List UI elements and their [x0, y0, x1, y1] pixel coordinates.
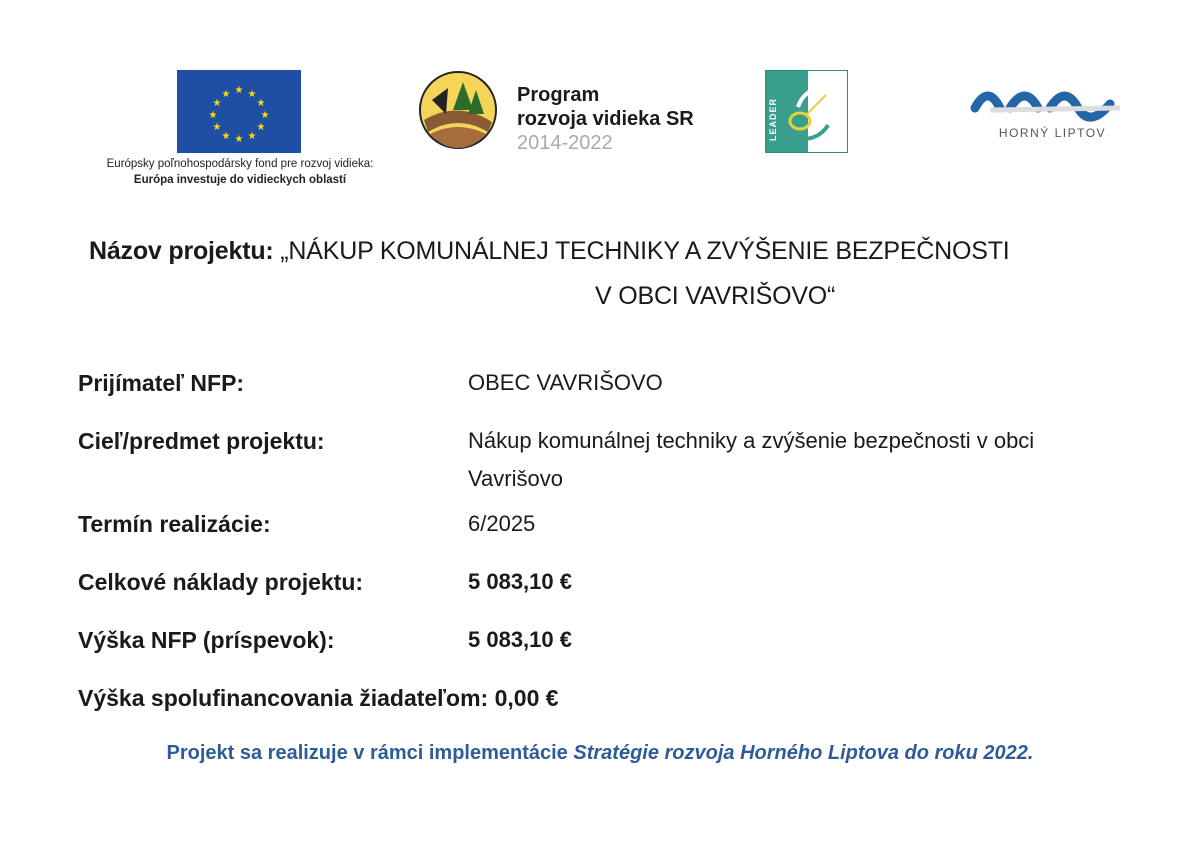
project-title-label: Názov projektu:	[89, 237, 274, 265]
svg-text:★: ★	[256, 98, 266, 109]
term-value: 6/2025	[468, 511, 536, 536]
svg-text:★: ★	[208, 110, 218, 121]
goal-label: Cieľ/predmet projektu:	[78, 428, 325, 454]
leader-text: LEADER	[768, 97, 778, 141]
eu-stars-icon	[177, 70, 301, 153]
svg-text:★: ★	[247, 131, 257, 142]
svg-text:★: ★	[234, 85, 244, 96]
total-cost-label: Celkové náklady projektu:	[78, 569, 364, 595]
recipient-value: OBEC VAVRIŠOVO	[468, 370, 663, 395]
svg-text:★: ★	[212, 98, 222, 109]
goal-value-cont: Vavrišovo	[468, 466, 563, 491]
prv-title-1: Program	[517, 84, 600, 106]
term-label: Termín realizácie:	[78, 511, 271, 537]
project-title-line2: V OBCI VAVRIŠOVO“	[595, 282, 836, 310]
eu-caption: Európsky poľnohospodársky fond pre rozvoj vidieka:	[106, 158, 374, 170]
goal-value: Nákup komunálnej techniky a zvýšenie bezpečnosti v obci	[468, 428, 1035, 453]
cofinancing-label: Výška spolufinancovania žiadateľom: 0,00 €	[78, 685, 559, 711]
leader-flower-icon	[778, 77, 844, 147]
nfp-value: 5 083,10 €	[468, 627, 572, 652]
eu-flag-logo	[177, 70, 301, 153]
prv-years: 2014-2022	[517, 132, 613, 154]
footer-text: Projekt sa realizuje v rámci implementácie	[166, 742, 574, 764]
svg-text:★: ★	[260, 110, 270, 121]
project-title-text: „NÁKUP KOMUNÁLNEJ TECHNIKY A ZVÝŠENIE BEZPEČNOSTI	[280, 237, 1010, 265]
project-title-line1	[89, 237, 1010, 266]
svg-text:★: ★	[234, 134, 244, 145]
prv-logo-icon	[418, 70, 498, 150]
mas-caption: HORNÝ LIPTOV	[998, 126, 1107, 140]
eu-slogan: Európa investuje do vidieckych oblastí	[133, 174, 347, 186]
svg-text:★: ★	[221, 131, 231, 142]
recipient-label: Prijímateľ NFP:	[78, 370, 245, 396]
footer-note	[0, 742, 1200, 765]
svg-text:★: ★	[221, 89, 231, 100]
total-cost-value: 5 083,10 €	[468, 569, 572, 594]
leader-logo	[765, 70, 848, 153]
prv-title-2: rozvoja vidieka SR	[517, 108, 694, 130]
svg-text:★: ★	[256, 122, 266, 133]
svg-text:★: ★	[247, 89, 257, 100]
footer-strategy: Stratégie rozvoja Horného Liptova do roku 2022.	[573, 742, 1034, 764]
nfp-label: Výška NFP (príspevok):	[78, 627, 335, 653]
svg-text:★: ★	[212, 122, 222, 133]
